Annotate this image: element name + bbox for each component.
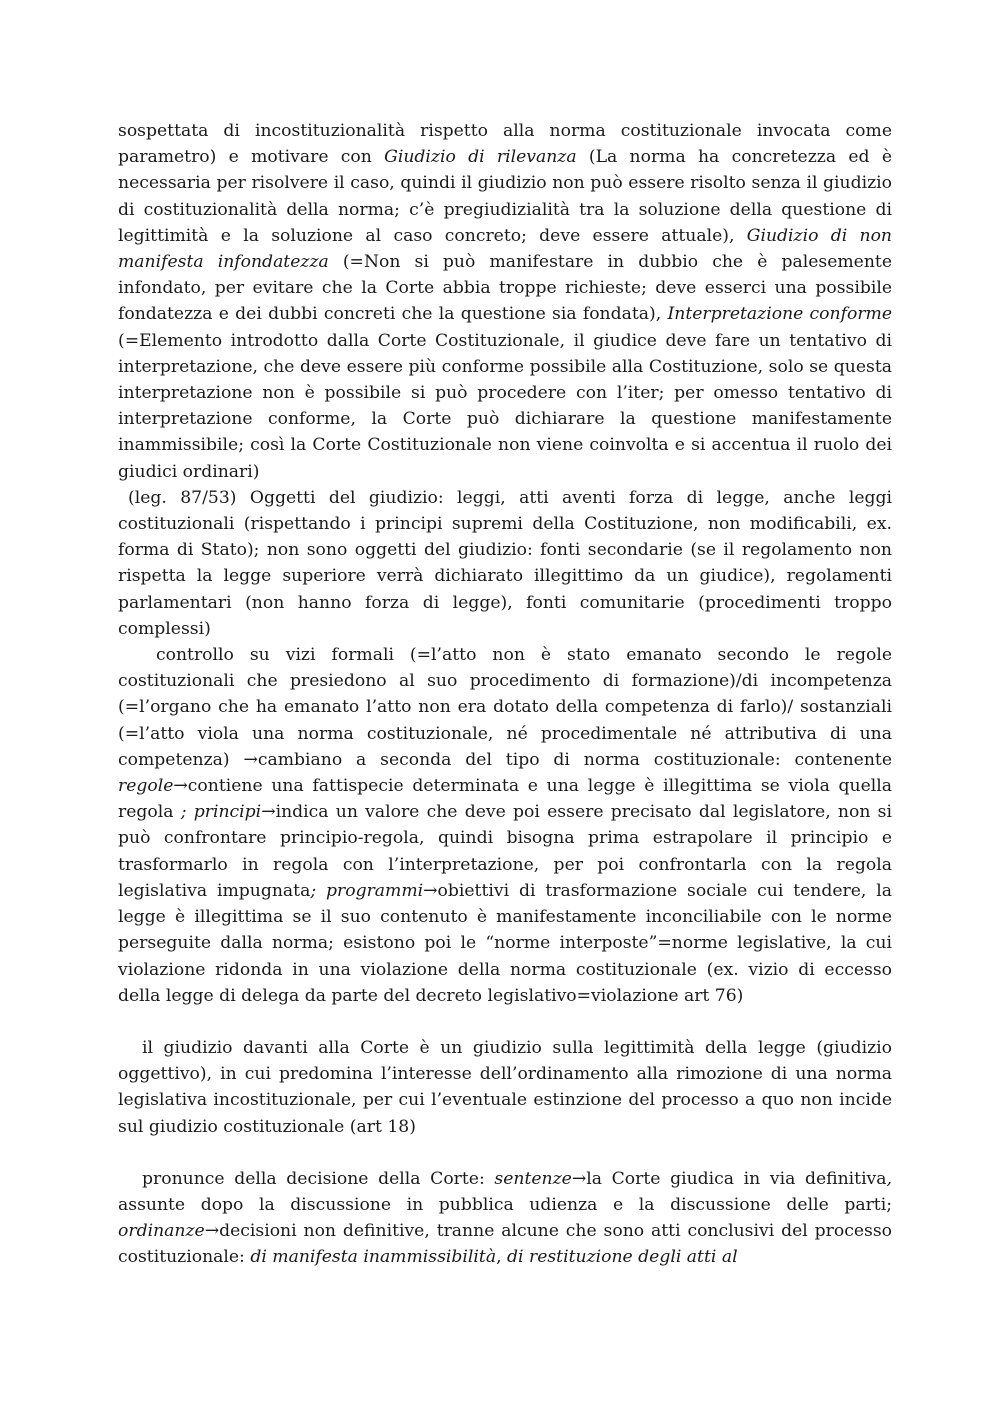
italic-term: ; programmi — [310, 880, 424, 901]
text-run: assunte dopo la discussione in pubblica udienza e la discussione delle parti; — [118, 1194, 892, 1215]
paragraph-rilevanza — [118, 118, 892, 485]
text-run: (=Elemento introdotto dalla Corte Costituzionale, il giudice deve fare un tentativo di interpretazione, che deve essere più conforme possibile alla Costituzione, solo se questa interpretazione non è possibile si può procedere con l’iter; per omesso tentativo di interpretazione conforme, la Corte può dichiarare la questione manifestamente inammissibile; così la Corte Costituzionale non viene coinvolta e si accentua il ruolo dei giudici ordinari) — [118, 330, 892, 482]
italic-term: Giudizio di rilevanza — [384, 147, 577, 168]
paragraph-spacer — [118, 1140, 892, 1166]
italic-term: , — [886, 1168, 892, 1189]
paragraph-giudizio-oggettivo — [118, 1035, 892, 1140]
paragraph-spacer — [118, 1009, 892, 1035]
paragraph-oggetti-giudizio — [118, 485, 892, 642]
italic-term: sentenze — [494, 1168, 572, 1189]
text-run: →indica un valore che deve poi essere precisato dal legislatore, non si può confrontare principio-regola, quindi bisogna prima estrapolare il principio e trasformarlo in regola con l’interpretazione, per poi confrontarla con la regola legislativa impugnata — [118, 802, 892, 901]
italic-term: di restituzione degli atti al — [507, 1247, 738, 1268]
text-run: (La norma ha concretezza ed è necessaria per risolvere il caso, quindi il giudizio non può essere risolto senza il giudizio di costituzionalità della norma; c’è pregiudizialità tra la soluzione della questione di legittimità e la soluzione al caso concreto; deve essere attuale), — [118, 147, 892, 246]
italic-term: Interpretazione conforme — [667, 304, 892, 325]
text-run: pronunce della decisione della Corte: — [142, 1168, 495, 1189]
italic-term: Giudizio di non manifesta infondatezza — [118, 225, 892, 273]
document-page — [118, 118, 892, 1271]
text-run: →obiettivi di trasformazione sociale cui tendere, la legge è illegittima se il suo contenuto è manifestamente inconciliabile con le norme perseguite dalla norma; esistono poi le “norme interposte”=norme legislative, la cui violazione ridonda in una violazione della norma costituzionale (ex. vizio di eccesso della legge di delega da parte del decreto legislativo=violazione art 76) — [118, 880, 892, 1006]
text-run: il giudizio davanti alla Corte è un giudizio sulla legittimità della legge (giudizio oggettivo), in cui predomina l’interesse dell’ordinamento alla rimozione di una norma legislativa incostituzionale, per cui l’eventuale estinzione del processo a quo non incide sul giudizio costituzionale (art 18) — [118, 1037, 892, 1137]
paragraph-controllo-vizi — [118, 642, 892, 1009]
text-run: →decisioni non definitive, tranne alcune che sono atti conclusivi del processo costituzionale: — [118, 1221, 892, 1268]
paragraph-pronunce — [118, 1166, 892, 1271]
text-run: (leg. 87/53) Oggetti del giudizio: leggi, atti aventi forza di legge, anche leggi costituzionali (rispettando i principi supremi della Costituzione, non modificabili, ex. forma di Stato); non sono oggetti del giudizio: fonti secondarie (se il regolamento non rispetta la legge superiore verrà dichiarato illegittimo da un giudice), regolamenti parlamentari (non hanno forza di legge), fonti comunitarie (procedimenti troppo complessi) — [118, 487, 892, 639]
text-run: controllo su vizi formali (=l’atto non è stato emanato secondo le regole costituzionali che presiedono al suo procedimento di formazione)/di incompetenza (=l’organo che ha emanato l’atto non era dotato della competenza di farlo)/ sostanziali (=l’atto viola una norma costituzionale, né procedimentale né attributiva di una competenza) →cambiano a seconda del tipo di norma costituzionale: contenente — [118, 645, 892, 770]
text-run: →contiene una fattispecie determinata e una legge è illegittima se viola quella regola — [118, 776, 892, 823]
italic-term: ordinanze — [118, 1221, 205, 1242]
italic-term: di manifesta inammissibilità — [250, 1247, 497, 1268]
text-run: (=Non si può manifestare in dubbio che è palesemente infondato, per evitare che la Corte abbia troppe richieste; deve esserci una possibile fondatezza e dei dubbi concreti che la questione sia fondata), — [118, 252, 892, 325]
text-run: →la Corte giudica in via definitiva — [571, 1168, 887, 1189]
text-run: sospettata di incostituzionalità rispetto alla norma costituzionale invocata come parametro) e motivare con — [118, 121, 892, 168]
italic-term: ; principi — [180, 802, 262, 823]
text-run: , — [496, 1247, 508, 1268]
italic-term: regole — [118, 776, 174, 797]
